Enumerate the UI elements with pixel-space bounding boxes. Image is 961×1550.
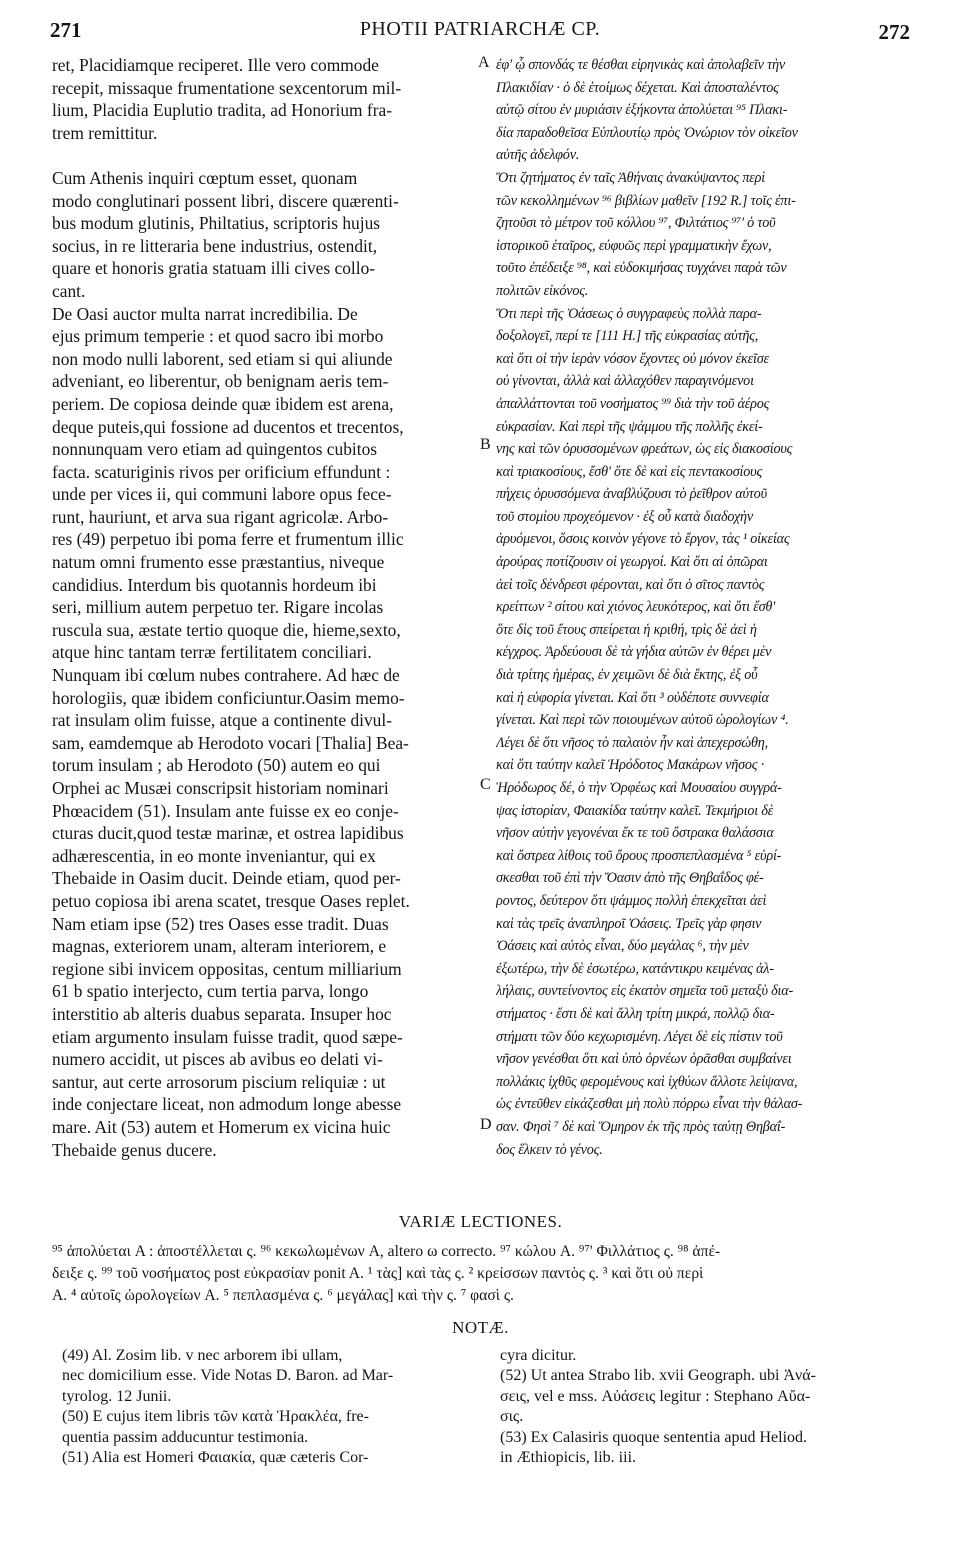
latin-line: seri, millium autem perpetuo ter. Rigare incolas xyxy=(52,597,384,618)
latin-line: Phœacidem (51). Insulam ante fuisse ex eo conje- xyxy=(52,800,399,821)
greek-line: Ὀάσεις καὶ αὐτὸς εἶναι, δύο μεγάλας ⁶, τὴν μὲν xyxy=(496,938,749,955)
greek-line: καὶ τὰς τρεῖς ἀναπληροῖ Ὀάσεις. Τρεῖς γὰρ φησιν xyxy=(496,915,762,932)
latin-line: inde conjectare liceat, non admodum longe abesse xyxy=(52,1094,402,1115)
variant-line: ⁹⁵ ἀπολύεται A : ἀποστέλλεται ς. ⁹⁶ κεκωλωμένων A, altero ω correcto. ⁹⁷ κώλου A. ⁹⁷' Φιλλάτιος ς. ⁹⁸ ἀπέ- xyxy=(52,1243,721,1260)
greek-line: καὶ ὅτι οἱ τὴν ἱερὰν νόσον ἔχοντες οὐ μόνον ἐκεῖσε xyxy=(496,350,769,367)
greek-line: ἀεὶ τοῖς δένδρεσι φέρονται, καὶ ὅτι ὁ σῖτος παντὸς xyxy=(496,576,765,593)
note-line: (53) Ex Calasiris quoque sententia apud Heliod. xyxy=(500,1428,808,1446)
greek-line: Ὅτι ζητήματος ἐν ταῖς Ἀθήναις ἀνακύψαντος περὶ xyxy=(496,169,766,186)
variae-lectiones xyxy=(52,1241,910,1307)
variant-line: A. ⁴ αὐτοῖς ὡρολογείων A. ⁵ πεπλασμένα ς. ⁶ μεγάλας] καὶ τὴν ς. ⁷ φασὶ ς. xyxy=(52,1287,514,1304)
page-number-left: 271 xyxy=(50,18,82,42)
greek-line: αὐτῷ σίτου ἐν μυριάσιν ἑξήκοντα ἀπολύεται ⁹⁵ Πλακι- xyxy=(496,102,788,119)
note-line: σεις, vel e mss. Αὐάσεις legitur : Stephano Αὔα- xyxy=(500,1387,811,1405)
latin-line: cturas ducit,quod testæ marinæ, et ostrea lapidibus xyxy=(52,823,404,844)
latin-line: Nunquam ibi cœlum nubes contrahere. Ad hæc de xyxy=(52,665,400,686)
greek-line: γίνεται. Καὶ περὶ τῶν ποιουμένων αὐτοῦ ὡρολογίων ⁴. xyxy=(496,712,789,729)
latin-line: modo conglutinari possent libri, discere quærenti- xyxy=(52,190,399,211)
note-line: (51) Alia est Homeri Φαιακία, quæ cæteris Cor- xyxy=(62,1448,369,1466)
greek-line: τῶν κεκολλημένων ⁹⁶ βιβλίων μαθεῖν [192 R.] τοῖς ἐπι- xyxy=(496,192,796,209)
greek-line: σαν. Φησὶ ⁷ δὲ καὶ Ὅμηρον ἐκ τῆς πρὸς ταύτῃ Θηβαΐ- xyxy=(496,1118,786,1135)
greek-line: καὶ ὄστρεα λίθοις τοῦ ὄρους προσπεπλασμένα ⁵ εὑρί- xyxy=(496,847,782,864)
variae-lectiones-title: VARIÆ LECTIONES. xyxy=(398,1212,563,1231)
greek-line: ζητοῦσι τὸ μέτρον τοῦ κόλλου ⁹⁷, Φιλτάτιος ⁹⁷' ὁ τοῦ xyxy=(496,215,776,232)
latin-line: mare. Ait (53) autem et Homerum ex vicina huic xyxy=(52,1116,391,1137)
note-line: cyra dicitur. xyxy=(500,1347,577,1364)
greek-line: δος ἕλκειν τὸ γένος. xyxy=(496,1141,603,1158)
latin-line: Orphei ac Musæi conscripsit historiam nominari xyxy=(52,778,389,798)
latin-line: numero accidit, ut pisces ab avibus eo delati vi- xyxy=(52,1049,383,1070)
latin-line: deque puteis,qui fossione ad ducentos et trecentos, xyxy=(52,416,404,437)
note-line: (52) Ut antea Strabo lib. xvii Geograph. ubi Ἀνά- xyxy=(500,1367,816,1385)
greek-line: ἱστορικοῦ ἑταῖρος, εὐφυῶς περὶ γραμματικὴν ἔχων, xyxy=(496,237,772,254)
greek-line: ἀρούρας ποτίζουσιν οἱ γεωργοί. Καὶ ὅτι αἱ ὀπῶραι xyxy=(496,554,768,571)
notes-right-column xyxy=(500,1346,910,1468)
note-line: quentia passim adducuntur testimonia. xyxy=(62,1428,309,1446)
margin-letter-a: A xyxy=(478,54,490,71)
latin-line: facta. scaturiginis rivos per orificium effundunt : xyxy=(52,461,391,482)
page-number-right: 272 xyxy=(878,20,910,44)
greek-line: καὶ ἡ εὐφορία γίνεται. Καὶ ὅτι ³ οὐδέποτε συννεφία xyxy=(496,689,769,706)
latin-line: recepit, missaque frumentatione sexcentorum mil- xyxy=(52,77,402,98)
greek-line: ροντος, δεύτερον ὅτι ψάμμος πολλὴ ἐπεκχεῖται ἀεὶ xyxy=(496,892,767,909)
latin-line: Thebaide genus ducere. xyxy=(52,1139,217,1160)
latin-line: Nam etiam ipse (52) tres Oases esse tradit. Duas xyxy=(52,913,389,934)
greek-line: στήματος · ἔστι δὲ καὶ ἄλλη τρίτη μικρά, πολλῷ δια- xyxy=(496,1005,775,1022)
latin-line: horologiis, quæ ibidem conficiuntur.Oasim memo- xyxy=(52,687,405,708)
margin-letter-c: C xyxy=(480,776,491,793)
latin-line: candidius. Interdum bis quotannis hordeum ibi xyxy=(52,574,377,595)
greek-line: κρείττων ² σίτου καὶ χιόνος λευκότερος, καὶ ὅτι ἔσθ' xyxy=(496,599,776,616)
greek-line: ἐφ' ᾧ σπονδάς τε θέσθαι εἰρηνικὰς καὶ ἀπολαβεῖν τὴν xyxy=(496,57,785,73)
greek-line: πολιτῶν εἰκόνος. xyxy=(496,282,589,299)
latin-line: adveniant, eo liberentur, ob benignam aeris tem- xyxy=(52,371,389,392)
note-line: (50) E cujus item libris τῶν κατὰ Ἡρακλέα, fre- xyxy=(62,1408,369,1426)
latin-line: Thebaide in Oasim ducit. Deinde etiam, quod per- xyxy=(52,868,401,889)
latin-line: Cum Athenis inquiri cœptum esset, quonam xyxy=(52,167,358,188)
variant-line: δειξε ς. ⁹⁹ τοῦ νοσήματος post εὐκρασίαν ponit A. ¹ τὰς] καὶ τὰς ς. ² κρείσσων παντὸς ς. ³ καὶ ὅτι οὐ περὶ xyxy=(52,1265,704,1282)
latin-line: ret, Placidiamque reciperet. Ille vero commode xyxy=(52,55,379,75)
greek-line: εὐκρασίαν. Καὶ περὶ τῆς ψάμμου τῆς πολλῆς ἐκεί- xyxy=(496,418,763,435)
greek-line: οὐ γίνονται, ἀλλὰ καὶ ἀλλαχόθεν παραγινόμενοι xyxy=(496,373,754,390)
greek-line: ἀπαλλάττονται τοῦ νοσήματος ⁹⁹ διὰ τὴν τοῦ ἀέρος xyxy=(496,395,770,412)
latin-line xyxy=(52,144,475,167)
latin-line: periem. De copiosa deinde quæ ibidem est arena, xyxy=(52,393,394,414)
greek-line: ὅτε δὶς τοῦ ἔτους σπείρεται ἡ κριθή, τρὶς δὲ ἀεὶ ἡ xyxy=(496,621,757,638)
greek-line: νῆσον γενέσθαι ὅτι καὶ ὑπὸ ὀρνέων ὁρᾶσθαι συμβαίνει xyxy=(496,1051,792,1068)
greek-line: νῆσον αὐτὴν γεγονέναι ἔκ τε τοῦ ὄστρακα θαλάσσια xyxy=(496,825,774,842)
latin-line: nonnunquam vero etiam ad quingentos cubitos xyxy=(52,439,378,460)
greek-line: Ἡρόδωρος δέ, ὁ τὴν Ὀρφέως καὶ Μουσαίου συγγρά- xyxy=(496,780,782,796)
latin-line: bus modum glutinis, Philtatius, scriptoris hujus xyxy=(52,213,381,234)
greek-line: κέγχρος. Ἀρδεύουσι δὲ τὰ γήδια αὐτῶν ἐν θέρει μὲν xyxy=(496,644,772,661)
latin-line: cant. xyxy=(52,280,86,301)
latin-line: adhærescentia, in eo monte inveniantur, qui ex xyxy=(52,845,376,866)
latin-line: interstitio ab alteris duabus separata. Insuper hoc xyxy=(52,1003,392,1024)
latin-line: atque hinc tantam terræ fertilitatem conciliari. xyxy=(52,642,372,663)
latin-line: regione sibi invicem oppositas, centum milliarium xyxy=(52,958,402,979)
latin-line: santur, aut certe arrosorum piscium reliquiæ : ut xyxy=(52,1071,386,1092)
latin-line: trem remittitur. xyxy=(52,122,158,143)
latin-line: res (49) perpetuo ibi poma ferre et frumentum illic xyxy=(52,529,404,550)
greek-line: δοξολογεῖ, περί τε [111 H.] τῆς εὐκρασίας αὐτῆς, xyxy=(496,328,759,345)
greek-line: τοῦ στομίου προχεόμενον · ἐξ οὗ κατὰ διαδοχὴν xyxy=(496,508,753,525)
greek-line: λήλαις, συντείνοντος εἰς ἑκατὸν σημεῖα τοῦ μεταξὺ δια- xyxy=(496,983,794,1000)
greek-line: δία παραδοθεῖσα Εὐπλουτίῳ πρὸς Ὀνώριον τὸν οἰκεῖον xyxy=(496,124,798,141)
greek-line: τοῦτο ἐπέδειξε ⁹⁸, καὶ εὐδοκιμήσας τυγχάνει παρὰ τῶν xyxy=(496,260,787,277)
greek-line: ἀρυόμενοι, ὅσοις κοινὸν γέγονε τὸ ἔργον, τὰς ¹ οἰκείας xyxy=(496,531,790,548)
greek-line: στήματι τῶν δύο κεχωρισμένη. Λέγει δὲ εἰς πίστιν τοῦ xyxy=(496,1028,783,1045)
note-line: σις. xyxy=(500,1408,524,1426)
note-line: (49) Al. Zosim lib. v nec arborem ibi ullam, xyxy=(62,1347,343,1364)
greek-line: διὰ τρίτης ἡμέρας, ἐν χειμῶνι δὲ διὰ ἕκτης, ἐξ οὗ xyxy=(496,667,758,684)
latin-line: runt, hauriunt, et arva sua rigant agricolæ. Arbo- xyxy=(52,506,389,527)
running-title: PHOTII PATRIARCHÆ CP. xyxy=(359,18,601,40)
latin-line: torum insulam ; ab Herodoto (50) autem eo qui xyxy=(52,755,381,776)
greek-line: καὶ ὅτι ταύτην καλεῖ Ἡρόδοτος Μακάρων νῆσος · xyxy=(496,757,765,774)
greek-line: σκεσθαι τοῦ ἐπὶ τὴν Ὄασιν ἀπὸ τῆς Θηβαΐδος φέ- xyxy=(496,870,764,887)
latin-line: ejus primum temperie : et quod sacro ibi morbo xyxy=(52,326,384,347)
latin-line: non modo nulli laborent, sed etiam si qui aliunde xyxy=(52,348,393,369)
greek-line: ὡς ἐντεῦθεν εἰκάζεσθαι μὴ πολὺ πόρρω εἶναι τὴν θάλασ- xyxy=(496,1096,803,1113)
greek-line: αὐτῆς ἀδελφόν. xyxy=(496,147,580,164)
note-line: nec domicilium esse. Vide Notas D. Baron. ad Mar- xyxy=(62,1367,394,1385)
note-line: in Æthiopicis, lib. iii. xyxy=(500,1448,637,1466)
notae-title: NOTÆ. xyxy=(452,1318,509,1337)
latin-line: unde per vices ii, qui communi labore opus fece- xyxy=(52,484,392,505)
latin-line: De Oasi auctor multa narrat incredibilia. De xyxy=(52,303,358,324)
note-line: tyrolog. 12 Junii. xyxy=(62,1387,172,1405)
margin-letter-d: D xyxy=(480,1116,492,1133)
greek-line: πήχεις ὀρυσσόμενα ἀναβλύζουσι τὸ ῥεῖθρον αὐτοῦ xyxy=(496,486,767,503)
greek-column xyxy=(496,54,910,1161)
latin-line: natum omni frumento esse præstantius, niveque xyxy=(52,552,385,573)
notes-left-column xyxy=(62,1346,477,1468)
latin-line: magnas, exteriorem unam, alteram interiorem, e xyxy=(52,936,387,957)
latin-line: sam, eamdemque ab Herodoto vocari [Thalia] Bea- xyxy=(52,732,409,753)
greek-line: Λέγει δὲ ὅτι νῆσος τὸ παλαιὸν ἦν καὶ ἀπεχερσώθη, xyxy=(496,734,768,751)
greek-line: Ὅτι περὶ τῆς Ὀάσεως ὁ συγγραφεὺς πολλὰ παρα- xyxy=(496,305,762,322)
margin-letter-b: B xyxy=(480,436,491,453)
greek-line: πολλάκις ἰχθῦς φερομένους καὶ ἰχθύων ἄλλοτε λείψανα, xyxy=(496,1073,798,1090)
latin-line: petuo copiosa ibi arena scatet, tresque Oases replet. xyxy=(52,890,410,911)
greek-line: νης καὶ τῶν ὀρυσσομένων φρεάτων, ὡς εἰς διακοσίους xyxy=(496,441,793,458)
latin-line: 61 b spatio interjecto, cum tertia parva, longo xyxy=(52,981,369,1002)
latin-column xyxy=(52,54,475,1161)
latin-line: rat insulam olim fuisse, atque a continente divul- xyxy=(52,710,393,731)
greek-line: Πλακιδίαν · ὁ δὲ ἑτοίμως δέχεται. Καὶ ἀποσταλέντος xyxy=(496,79,779,96)
latin-line: etiam argumento insulam fuisse tradit, quod sæpe- xyxy=(52,1026,403,1047)
latin-line: ruscula sua, æstate tertio quoque die, hieme,sexto, xyxy=(52,619,401,640)
latin-line: socius, in re litteraria bene industrius, ostendit, xyxy=(52,235,378,256)
page-header xyxy=(50,14,910,44)
greek-line: ἐξωτέρω, τὴν δὲ ἐσωτέρω, κατάντικρυ κειμένας ἀλ- xyxy=(496,960,774,977)
latin-line: quare et honoris gratia statuam illi cives collo- xyxy=(52,258,376,279)
greek-line: ψας ἱστορίαν, Φαιακίδα ταύτην καλεῖ. Τεκμήριοι δὲ xyxy=(496,802,774,819)
latin-line: lium, Placidia Euplutio tradita, ad Honorium fra- xyxy=(52,100,393,121)
greek-line: καὶ τριακοσίους, ἔσθ' ὅτε δὲ καὶ εἰς πεντακοσίους xyxy=(496,463,763,480)
